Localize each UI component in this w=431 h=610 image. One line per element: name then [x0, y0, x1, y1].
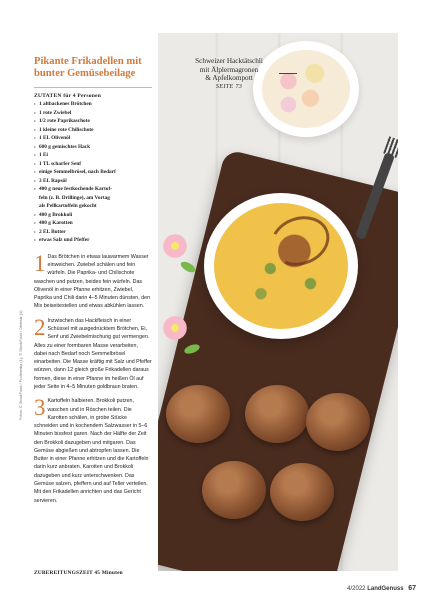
- meatball: [245, 385, 309, 443]
- caption-line: mit Älplermagronen: [199, 65, 259, 74]
- caption-line: Schweizer Hacktätschli: [195, 57, 263, 65]
- ingredient-item: › 1/2 rote Paprikaschote: [34, 117, 152, 126]
- caption-line: & Apfelkompott: [205, 74, 253, 83]
- ingredient-item: › 3 EL Rapsöl: [34, 177, 152, 186]
- issue-number: 4/2022: [347, 586, 366, 592]
- macaroni: [214, 203, 348, 329]
- step-number: 1: [34, 250, 46, 276]
- flower-decoration: [160, 313, 190, 343]
- meatball: [306, 393, 370, 451]
- recipe-column: [34, 56, 152, 511]
- step-text: Kartoffeln halbieren. Brokkoli putzen, waschen und in Röschen teilen. Die Karotten schälen, in grobe Stücke schneiden und in kochendem Salzwasser in 5–6 Minuten bissfest garen. Nach der Hälfte der Zeit den Brokkoli dazugeben und mitgaren. Das Gemüse abgießen und abtropfen lassen. Die Butter in einer Pfanne erhitzen und die Kartoffeln darin kurz anbraten. Karotten und Brokkoli dazugeben und kurz unterschwenken. Das Gemüse salzen, pfeffern und auf Teller verteilen. Mit den Frikadellen anrichten und das Gericht servieren.: [34, 398, 149, 504]
- ingredient-item: › 1 altbackenes Brötchen: [34, 100, 152, 109]
- meatball: [166, 385, 230, 443]
- ingredient-item: › einige Semmelbrösel, nach Bedarf: [34, 168, 152, 177]
- ingredient-item: › 600 g gemischtes Hack: [34, 143, 152, 152]
- pointer-line: [279, 73, 297, 74]
- ingredient-item: › 2 EL Butter: [34, 228, 152, 237]
- page-footer: [347, 585, 416, 592]
- food-photo: [158, 33, 398, 571]
- meatball: [270, 463, 334, 521]
- flower-decoration: [160, 231, 190, 261]
- ingredient-item: › 1 kleine rote Chilischote: [34, 126, 152, 135]
- step-number: 2: [34, 314, 46, 340]
- ingredient-item: › 1 EL Olivenöl: [34, 134, 152, 143]
- step-text: Das Brötchen in etwas lauwarmem Wasser einweichen. Zwiebel schälen und fein würfeln. Die Paprika- und Chilischote waschen und putzen, beides fein würfeln. Das Olivenöl in einer Pfanne erhitzen, Zwiebel, Paprika und Chili darin 4–5 Minuten dünsten, den Mix beiseitestellen und etwas abkühlen lassen.: [34, 253, 151, 310]
- photo-credit: Fotos: © StockFood / Profimedia (1); © StockFood / Dietmar (4): [18, 310, 23, 420]
- magazine-brand: LandGenuss: [367, 586, 404, 592]
- ingredient-item: › 1 TL scharfer Senf: [34, 160, 152, 169]
- photo-caption: [169, 57, 289, 91]
- servings: ZUTATEN für 4 Personen: [34, 92, 102, 99]
- instruction-steps: [34, 250, 152, 505]
- page-number: 67: [408, 585, 416, 592]
- step-2: [34, 314, 152, 392]
- page-reference: SEITE 73: [215, 82, 243, 90]
- step-3: [34, 397, 152, 505]
- step-1: [34, 250, 152, 311]
- step-text: Inzwischen das Hackfleisch in einer Schüssel mit ausgedrücktem Brötchen, Ei, Senf und Zwiebelmischung gut vermengen. Alles zu einer formbaren Masse verarbeiten, dabei nach Bedarf noch Semmelbrösel einarbeiten. Die Masse kräftig mit Salz und Pfeffer würzen, dann 12 gleich große Frikadellen daraus formen, diese in einer Pfanne im heißen Öl auf jeder Seite in 4–5 Minuten goldbraun braten.: [34, 317, 152, 390]
- recipe-title: Pikante Frikadellen mit bunter Gemüsebeilage: [34, 56, 142, 80]
- step-number: 3: [34, 395, 46, 421]
- macaroni-dish: [204, 193, 358, 339]
- prep-time: ZUBEREITUNGSZEIT 45 Minuten: [34, 570, 123, 576]
- ingredient-item: › 400 g Karotten: [34, 219, 152, 228]
- ingredient-item: › 400 g Brokkoli: [34, 211, 152, 220]
- ingredient-list: [34, 100, 152, 245]
- ingredient-item: › 400 g neue festkochende Kartof- feln (z. B. Drillinge), am Vortag als Pellkartoffeln gekocht: [34, 185, 152, 211]
- meatball: [202, 461, 266, 519]
- ingredient-item: › 1 rote Zwiebel: [34, 109, 152, 118]
- title-divider: [34, 87, 152, 88]
- ingredient-item: › etwas Salz und Pfeffer: [34, 236, 152, 245]
- ingredient-item: › 1 Ei: [34, 151, 152, 160]
